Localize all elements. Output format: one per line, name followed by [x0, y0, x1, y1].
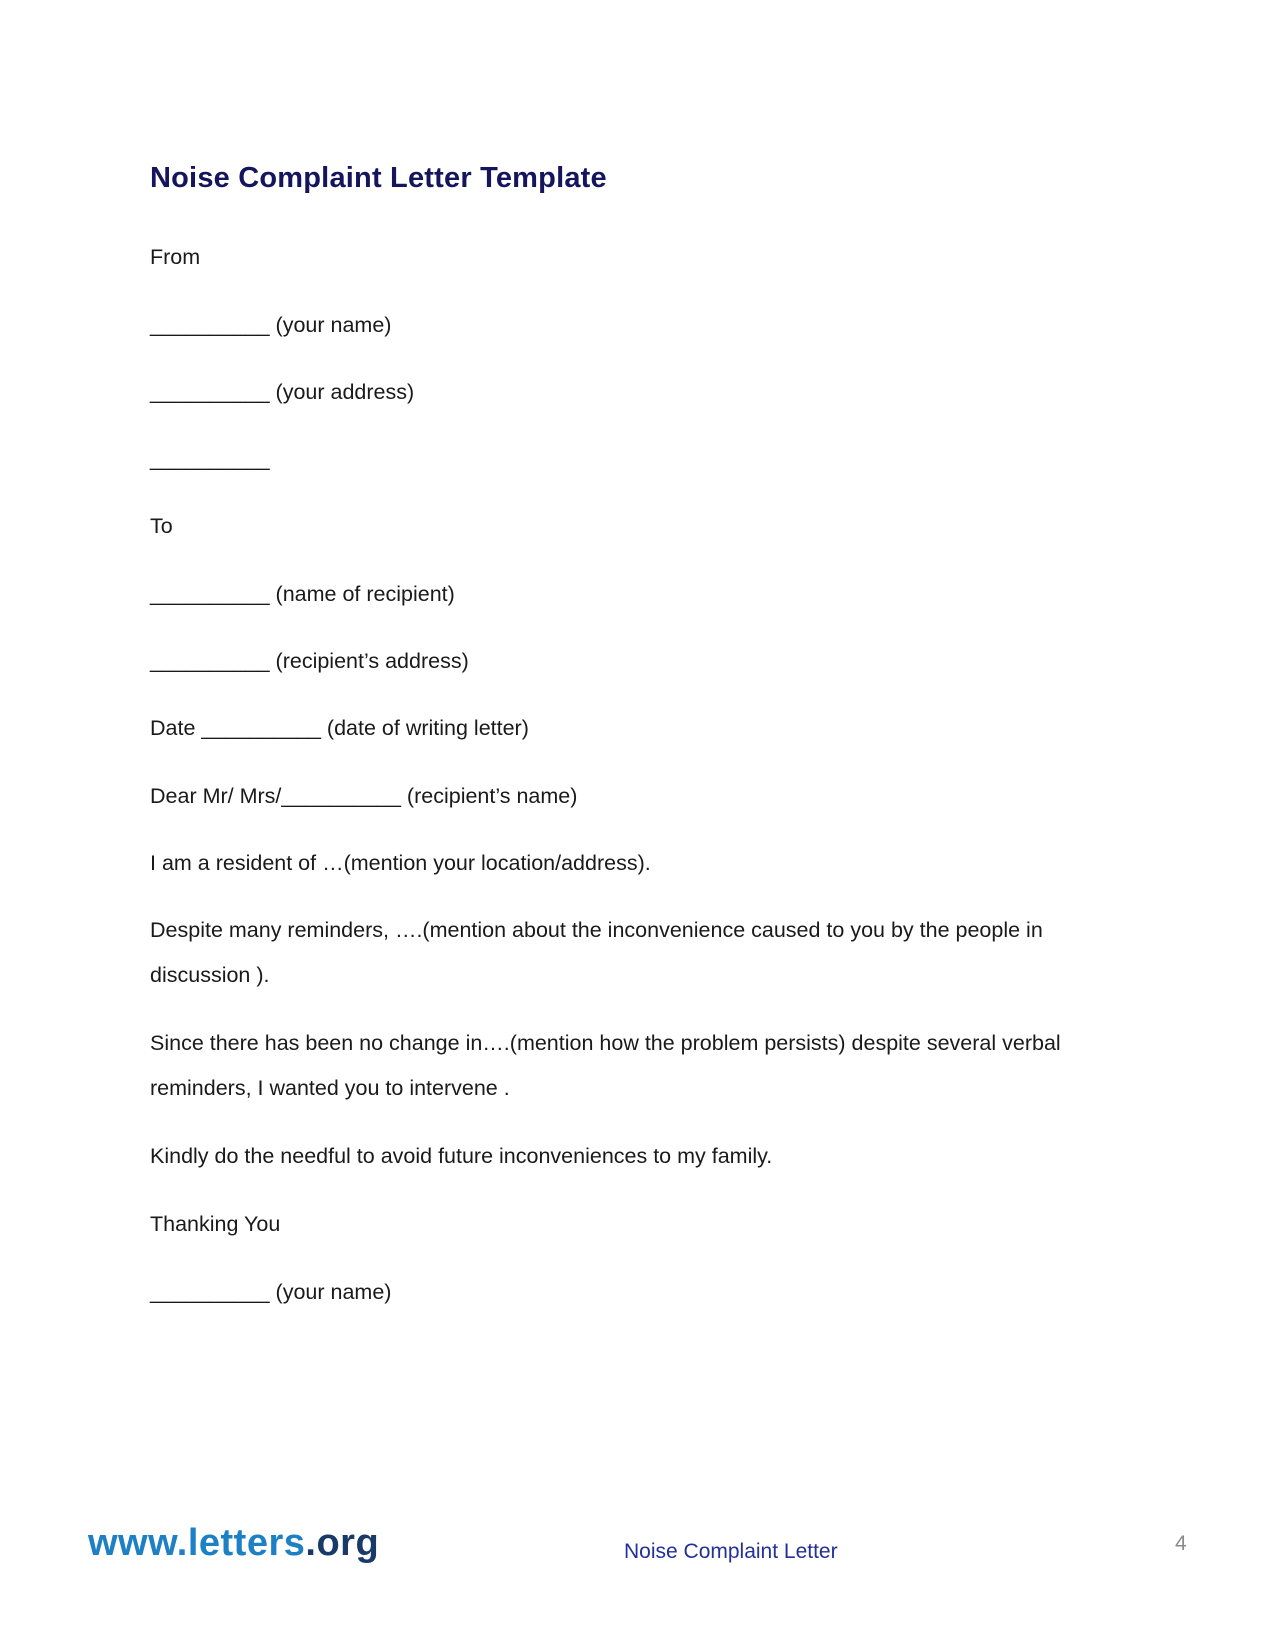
body-paragraph-2-line-2: discussion ).: [150, 963, 270, 987]
sender-address-line: __________ (your address): [150, 380, 415, 404]
body-paragraph-4: Kindly do the needful to avoid future inconveniences to my family.: [150, 1144, 773, 1168]
footer-logo-tld: .org: [305, 1522, 380, 1564]
signature-name-line: __________ (your name): [150, 1280, 392, 1304]
body-paragraph-3-line-2: reminders, I wanted you to intervene .: [150, 1076, 510, 1100]
page-title: Noise Complaint Letter Template: [150, 162, 607, 194]
to-label: To: [150, 514, 173, 538]
salutation-line: Dear Mr/ Mrs/__________ (recipient’s name): [150, 784, 578, 808]
body-paragraph-2-line-1: Despite many reminders, ….(mention about the inconvenience caused to you by the people in: [150, 918, 1043, 942]
page-number: 4: [1175, 1532, 1187, 1555]
footer-logo: [88, 1522, 379, 1565]
body-paragraph-1: I am a resident of …(mention your location/address).: [150, 851, 651, 875]
sender-address-line-2: __________: [150, 447, 270, 471]
footer-logo-domain: www.letters: [88, 1522, 306, 1564]
recipient-address-line: __________ (recipient’s address): [150, 649, 469, 673]
closing-line: Thanking You: [150, 1212, 281, 1236]
from-label: From: [150, 245, 201, 269]
footer-title: Noise Complaint Letter: [624, 1540, 838, 1563]
body-paragraph-3-line-1: Since there has been no change in….(mention how the problem persists) despite several verbal: [150, 1031, 1061, 1055]
sender-name-line: __________ (your name): [150, 313, 392, 337]
recipient-name-line: __________ (name of recipient): [150, 582, 455, 606]
date-line: Date __________ (date of writing letter): [150, 716, 529, 740]
